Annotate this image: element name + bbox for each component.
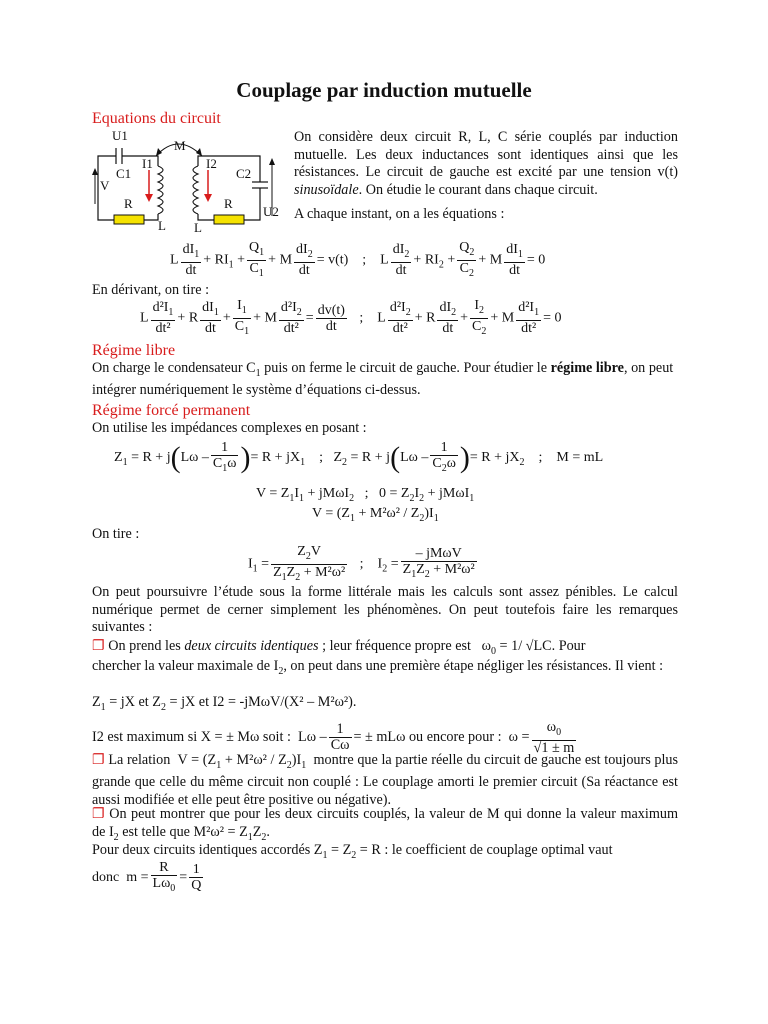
libre-text-b: puis on ferme le circuit de gauche. Pour étudier le (260, 360, 551, 376)
on-tire: On tire : (92, 526, 140, 542)
bullet-2-text-b: montre que la partie réelle du circuit de gauche est toujours plus grande que celle du même circuit non couplé : Le couplage amorti le premier circuit (Sa réactance est aussi modifiée et elle peut être positive ou négative). (92, 752, 679, 809)
bullet-box-icon-3: ❐ (92, 806, 105, 822)
libre-text-c: , on peut intégrer numériquement le système d’équations ci-dessus. (92, 360, 674, 399)
final-text-a: Pour deux circuits identiques accordés Z (92, 842, 323, 858)
label-i2: I2 (206, 156, 217, 171)
section-heading-equations: Equations du circuit (92, 110, 221, 127)
label-c2: C2 (236, 166, 252, 181)
final-formula: donc m = $\frac{R}{L\omega_0}$ = $\frac{1}{Q}$ (92, 860, 202, 894)
label-u1: U1 (112, 128, 128, 143)
bullet-1-text-b: ; leur fréquence propre est (318, 638, 472, 654)
equation-row-2: L $\frac{d^2I_1}{\text{dt²}}$ + R $\frac{dI_1}{dt}$ + $\frac{I_1}{C_1}$ + M $\frac{d^2I_2}{\text{dt²}}$ = $\frac{dv(t)}{dt}$ ; L $\frac{d^2I_2}{\text{dt²}}$ + R $\frac{dI_2}{dt}$ + $\frac{I_2}{C_2}$ + M $\frac{d^2I_1}{\text{dt²}}$ = 0 (140, 298, 562, 337)
intro-paragraph (294, 129, 678, 199)
final-text-b: = Z (327, 842, 352, 858)
bullet-2-text-a: La relation (104, 752, 171, 768)
voltage-reduced: $V = (Z_1 + M^2\omega^2 / Z_2)I_1$ (312, 506, 439, 524)
libre-paragraph: On charge le condensateur $C_1$ puis on ferme le circuit de gauche. Pour étudier le régime libre, on peut intégrer numériquement le système d’équations ci-dessus. (92, 360, 674, 399)
bullet-1-text-d: , on peut dans une première étape négliger les résistances. Il vient : (283, 658, 664, 674)
label-i1: I1 (142, 156, 153, 171)
intro-text-end: . On étudie le courant dans chaque circuit. (358, 181, 598, 198)
force-intro: On utilise les impédances complexes en posant : (92, 420, 367, 436)
label-u2: U2 (263, 204, 279, 219)
circuit-diagram (92, 128, 292, 234)
derivation-lead: En dérivant, on tire : (92, 282, 210, 298)
remarks-intro: On peut poursuivre l’étude sous la forme littérale mais les calculs sont assez pénibles. Le calcul numérique permet de cerner simplement les phénomènes. On peut toutefois faire les remarques suivantes : (92, 584, 678, 636)
bullet-1-text-a: On prend les (104, 638, 185, 654)
bullet-1-emphasis: deux circuits identiques (184, 638, 319, 654)
i2-max-text-a: I2 est maximum si X = ± Mω soit : (92, 729, 291, 746)
page-title: Couplage par induction mutuelle (236, 78, 532, 102)
bullet-3-text-b: est telle que M²ω² = Z (118, 823, 248, 840)
bullet-box-icon: ❐ (92, 638, 105, 654)
intro-emphasis: sinusoïdale (294, 181, 359, 198)
bullet-3-text: On peut montrer que pour les deux circuits couplés, la valeur de M qui donne la valeur maximum de I (92, 806, 678, 840)
bullet-3: ❐ On peut montrer que pour les deux circuits couplés, la valeur de M qui donne la valeur maximum de $I_2$ est telle que $M^2\omega^2 = Z_1Z_2$. (92, 806, 678, 843)
label-c1: C1 (116, 166, 132, 181)
bullet-1-continuation: chercher la valeur maximale de $I_2$, on peut dans une première étape négliger les résistances. Il vient : (92, 658, 664, 677)
voltage-equations: $V = Z_1I_1 + jM\omega I_2$ ; $0 = Z_2I_2 + jM\omega I_1$ (256, 486, 475, 504)
resistor-left (114, 215, 144, 224)
i2-max-text-b: = ± mLω ou encore pour : (353, 729, 502, 746)
final-text-c: = R : le coefficient de couplage optimal vaut (356, 842, 613, 858)
label-l-left: L (158, 218, 166, 233)
bullet-1-line: ❐ On prend les deux circuits identiques ; leur fréquence propre est $\omega_0 = 1/$ √LC. Pour (92, 638, 586, 657)
section-heading-libre: Régime libre (92, 342, 176, 359)
i2-max-line: I2 est maximum si X = ± Mω soit : Lω – $\frac{1}{C\omega}$ = ± mLω ou encore pour : ω = $\frac{\omega_0}{√1 \pm m}$ (92, 719, 575, 756)
final-line: Pour deux circuits identiques accordés $Z_1 = Z_2 = R$ : le coefficient de couplage optimal vaut (92, 842, 613, 861)
libre-bold: régime libre (550, 360, 624, 376)
current-solutions: $I_1$ = $\frac{Z_2V}{Z_1Z_2 + M^2\omega^2}$ ; $I_2$ = $\frac{\text{– jMωV}}{Z_1Z_2 + M^2\omega^2}$ (248, 544, 475, 583)
libre-text-a: On charge le condensateur C (92, 360, 256, 376)
section-heading-force: Régime forcé permanent (92, 402, 251, 419)
label-r-left: R (124, 196, 133, 211)
impedance-equations: $Z_1 = R + j(L\omega$ – $\frac{1}{C_1\omega}$ )= $R + jX_1$ ; $Z_2 = R + j(L\omega$ – $\frac{1}{C_2\omega}$ )= $R + jX_2$ ; M = mL (114, 440, 604, 474)
resistor-right (214, 215, 244, 224)
intro-equations-lead: A chaque instant, on a les équations : (294, 206, 505, 222)
z-line-rest: = jX et I2 = -jMωV/(X² – M²ω²). (165, 694, 357, 710)
label-l-right: L (194, 220, 202, 234)
bullet-2: ❐ La relation $V = (Z_1 + M^2\omega^2 / Z_2)I_1$ montre que la partie réelle du circuit de gauche est toujours plus grande que celle du même circuit non couplé : Le couplage amorti le premier circuit (Sa réactance est aussi modifiée et elle peut être positive ou négative). (92, 752, 679, 809)
z-line: $Z_1$ = jX et $Z_2$ = jX et I2 = -jMωV/(X² – M²ω²). (92, 694, 357, 713)
label-v: V (100, 178, 110, 193)
label-m: M (174, 138, 186, 153)
equation-row-1: L $\frac{dI_1}{dt}$ + $RI_1$ + $\frac{Q_1}{C_1}$ + M $\frac{dI_2}{dt}$ = v(t) ; L $\frac{dI_2}{dt}$ + $RI_2$ + $\frac{Q_2}{C_2}$ + M $\frac{dI_1}{dt}$ = 0 (170, 240, 546, 279)
intro-text: On considère deux circuit R, L, C série couplés par induction mutuelle. Les deux inductances sont identiques ainsi que les résistances. Le circuit de gauche est excité par une tension v(t) (294, 129, 678, 181)
label-r-right: R (224, 196, 233, 211)
bullet-box-icon-2: ❐ (92, 752, 105, 768)
final-donc: donc (92, 870, 120, 886)
